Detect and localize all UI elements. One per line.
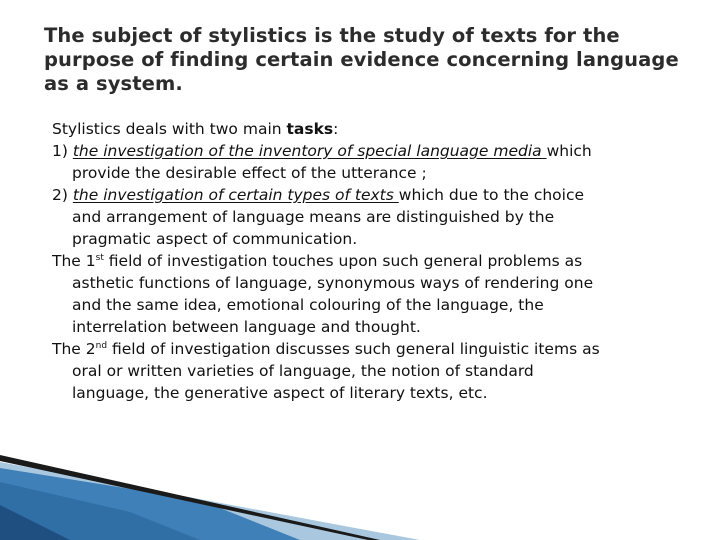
field-1-continuation-1: asthetic functions of language, synonymous ways of rendering one (72, 274, 594, 292)
field-1-continuation-2: and the same idea, emotional colouring of the language, the (72, 296, 544, 314)
task-1-continuation: provide the desirable effect of the utterance ; (72, 164, 427, 182)
task-1-rest: which (546, 142, 592, 160)
task-2-rest: which due to the choice (398, 186, 585, 204)
field-2-continuation-2: language, the generative aspect of literary texts, etc. (72, 384, 488, 402)
task-2-emphasis: the investigation of certain types of texts (72, 186, 399, 204)
field-1-prefix: The 1 (52, 252, 96, 270)
task-1-emphasis: the investigation of the inventory of special language media (72, 142, 547, 160)
title-line-2: purpose of finding certain evidence concerning language (44, 48, 679, 71)
task-2-continuation-1: and arrangement of language means are distinguished by the (72, 208, 555, 226)
intro-colon: : (333, 120, 339, 138)
title-line-1: The subject of stylistics is the study of texts for the (44, 24, 620, 47)
field-1-continuation-3: interrelation between language and thought. (72, 318, 421, 336)
field-1-ordinal: st (95, 252, 104, 263)
field-2-prefix: The 2 (52, 340, 96, 358)
intro-text: Stylistics deals with two main (52, 120, 287, 138)
task-2-number: 2) (52, 186, 73, 204)
field-2-continuation-1: oral or written varieties of language, the notion of standard (72, 362, 534, 380)
field-2-ordinal: nd (95, 340, 108, 351)
task-1-number: 1) (52, 142, 73, 160)
task-2-continuation-2: pragmatic aspect of communication. (72, 230, 358, 248)
field-2-text: field of investigation discusses such general linguistic items as (107, 340, 600, 358)
field-1-text: field of investigation touches upon such general problems as (103, 252, 583, 270)
title-line-3: as a system. (44, 72, 183, 95)
intro-bold-word: tasks (286, 120, 334, 138)
